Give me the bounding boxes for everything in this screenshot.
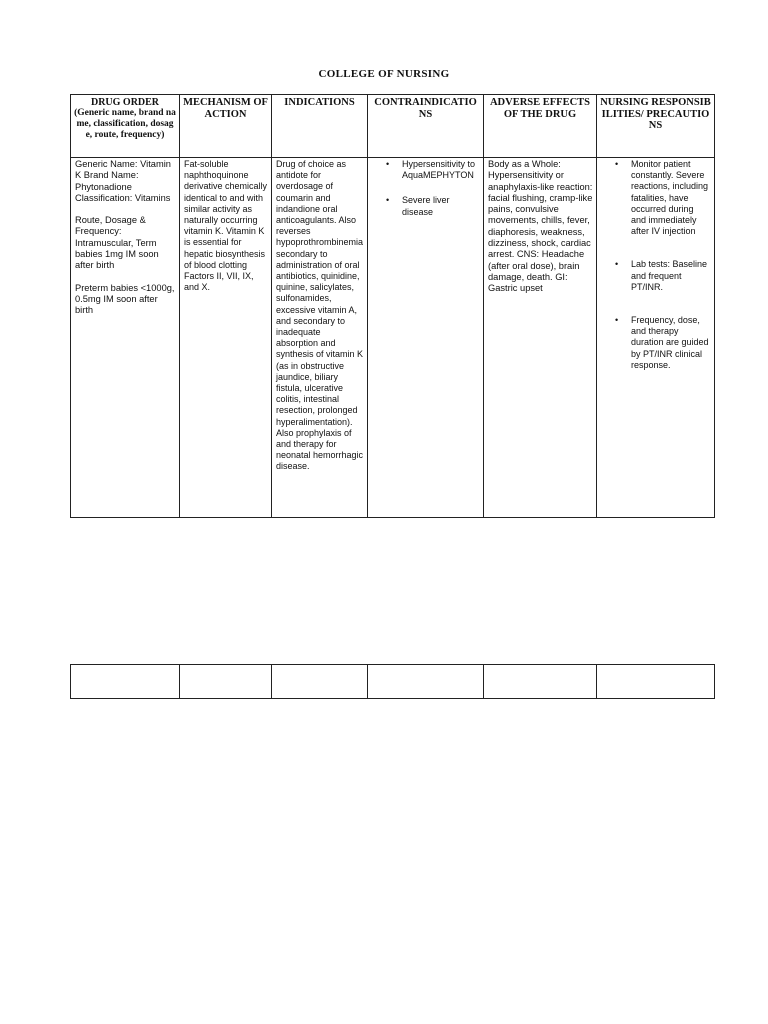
header-nursing: NURSING RESPONSIBILITIES/ PRECAUTIONS <box>597 95 715 158</box>
header-contraindications: CONTRAINDICATIONS <box>368 95 484 158</box>
list-item: • Hypersensitivity to AquaMEPHYTON <box>372 159 480 181</box>
cell-drug-order <box>71 158 180 518</box>
blank-cell <box>597 665 715 699</box>
list-item: • Monitor patient constantly. Severe reactions, including fatalities, have occurred during and immediately after IV injection <box>601 159 711 237</box>
cell-nursing <box>597 158 715 518</box>
drug-info: Generic Name: Vitamin K Brand Name: Phytonadione Classification: Vitamins <box>75 159 171 203</box>
cell-mechanism: Fat-soluble naphthoquinone derivative chemically identical to and with similar activity as naturally occurring vitamin K. Vitamin K is essential for hepatic biosynthesis of blood clotting Factors II, VII, IX, and X. <box>180 158 272 518</box>
header-drug-order-subtitle: (Generic name, brand name, classification, dosage, route, frequency) <box>74 108 176 140</box>
blank-row <box>71 665 715 699</box>
header-row <box>71 95 715 158</box>
drug-row <box>71 158 715 518</box>
blank-table <box>70 664 715 699</box>
list-item: • Frequency, dose, and therapy duration are guided by PT/INR clinical response. <box>601 315 711 371</box>
cell-contraindications <box>368 158 484 518</box>
drug-preterm: Preterm babies <1000g, 0.5mg IM soon after birth <box>75 282 175 316</box>
blank-cell <box>180 665 272 699</box>
page-title: COLLEGE OF NURSING <box>318 68 450 80</box>
blank-cell <box>71 665 180 699</box>
header-adverse-effects: ADVERSE EFFECTS OF THE DRUG <box>484 95 597 158</box>
list-item: • Lab tests: Baseline and frequent PT/INR. <box>601 259 711 293</box>
drug-study-table <box>70 94 715 518</box>
cell-adverse-effects: Body as a Whole: Hypersensitivity or anaphylaxis-like reaction: facial flushing, cramp-like pains, convulsive movements, chills, fever, diaphoresis, weakness, dizziness, shock, cardiac arrest. CNS: Headache (after oral dose), brain damage, death. GI: Gastric upset <box>484 158 597 518</box>
nursing-list <box>601 159 711 371</box>
cell-indications: Drug of choice as antidote for overdosage of coumarin and indandione oral anticoagulants. Also reverses hypoprothrombinemia secondary to administration of oral antibiotics, quinidine, quinine, salicylates, sulfonamides, excessive vitamin A, and secondary to inadequate absorption and synthesis of vitamin K (as in obstructive jaundice, biliary fistula, ulcerative colitis, intestinal resection, prolonged hyperalimentation). Also prophylaxis of and therapy for neonatal hemorrhagic disease. <box>272 158 368 518</box>
blank-cell <box>368 665 484 699</box>
header-mechanism: MECHANISM OF ACTION <box>180 95 272 158</box>
header-indications: INDICATIONS <box>272 95 368 158</box>
drug-route-dosage: Route, Dosage & Frequency: Intramuscular, Term babies 1mg IM soon after birth <box>75 215 159 271</box>
header-drug-order <box>71 95 180 158</box>
blank-cell <box>484 665 597 699</box>
list-item: • Severe liver disease <box>372 195 480 217</box>
contraindications-list <box>372 159 480 218</box>
header-drug-order-title: DRUG ORDER <box>90 97 160 108</box>
blank-cell <box>272 665 368 699</box>
